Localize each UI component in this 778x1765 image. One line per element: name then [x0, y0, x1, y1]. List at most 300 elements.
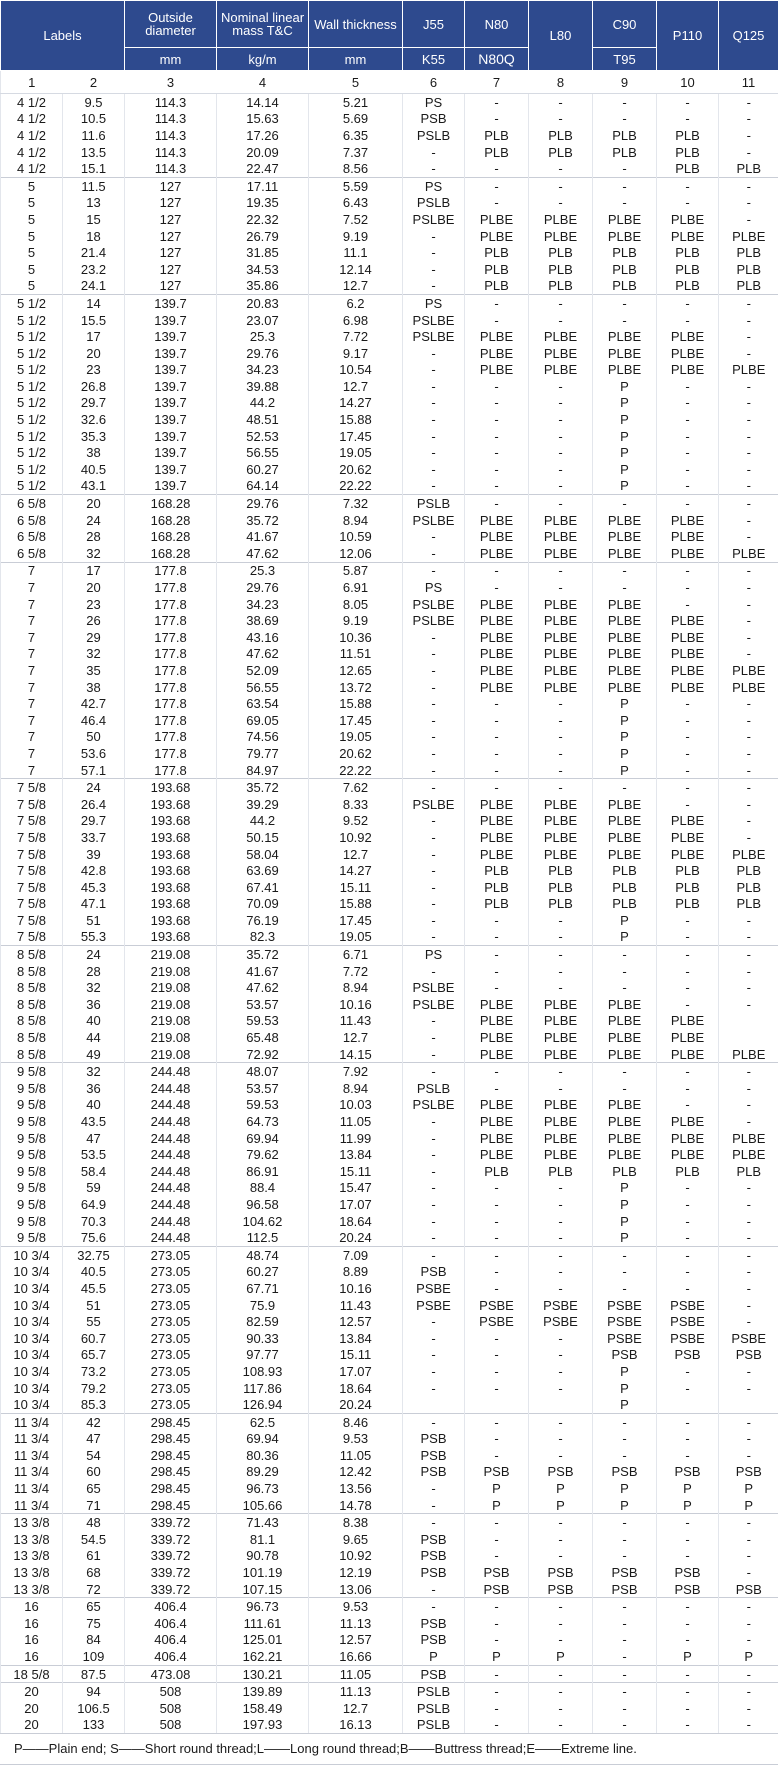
- table-cell: 55: [63, 1313, 125, 1330]
- column-number: 2: [63, 71, 125, 94]
- table-cell: -: [465, 1717, 529, 1734]
- table-cell: 20: [63, 579, 125, 596]
- table-cell: 84: [63, 1632, 125, 1649]
- table-row: [1, 896, 778, 913]
- table-cell: -: [657, 1665, 719, 1683]
- table-cell: -: [529, 495, 593, 512]
- table-cell: 7: [1, 662, 63, 679]
- table-cell: 20.62: [309, 745, 403, 762]
- table-cell: PLBE: [719, 545, 778, 562]
- table-row: [1, 629, 778, 646]
- table-cell: 54: [63, 1447, 125, 1464]
- table-cell: 7.72: [309, 963, 403, 980]
- n80-header: N80: [465, 1, 529, 48]
- table-cell: PLBE: [465, 228, 529, 245]
- column-number: 6: [403, 71, 465, 94]
- table-cell: -: [657, 1447, 719, 1464]
- table-row: [1, 111, 778, 128]
- table-cell: 40: [63, 1013, 125, 1030]
- table-cell: -: [403, 345, 465, 362]
- table-cell: -: [719, 177, 778, 194]
- table-cell: P: [593, 1180, 657, 1197]
- table-cell: -: [403, 1046, 465, 1063]
- table-cell: -: [403, 629, 465, 646]
- table-cell: PSBE: [465, 1297, 529, 1314]
- table-cell: PLBE: [529, 813, 593, 830]
- table-cell: 339.72: [125, 1531, 217, 1548]
- table-cell: -: [529, 1665, 593, 1683]
- table-cell: PLBE: [465, 528, 529, 545]
- table-row: [1, 428, 778, 445]
- table-cell: 6 5/8: [1, 528, 63, 545]
- table-cell: PLBE: [593, 612, 657, 629]
- table-cell: PLB: [529, 1163, 593, 1180]
- table-cell: -: [465, 946, 529, 963]
- table-cell: -: [465, 295, 529, 312]
- table-cell: 17.45: [309, 712, 403, 729]
- table-cell: 61: [63, 1548, 125, 1565]
- table-cell: -: [719, 1213, 778, 1230]
- table-row: [1, 862, 778, 879]
- table-cell: 298.45: [125, 1447, 217, 1464]
- table-cell: -: [529, 946, 593, 963]
- table-cell: 9 5/8: [1, 1213, 63, 1230]
- table-cell: -: [719, 444, 778, 461]
- table-cell: 11.05: [309, 1113, 403, 1130]
- table-cell: -: [465, 177, 529, 194]
- table-cell: 4 1/2: [1, 160, 63, 177]
- table-row: [1, 1229, 778, 1246]
- table-cell: P: [593, 395, 657, 412]
- table-row: [1, 312, 778, 329]
- table-cell: PSBE: [529, 1313, 593, 1330]
- table-cell: PLB: [657, 244, 719, 261]
- table-cell: 18 5/8: [1, 1665, 63, 1683]
- table-row: [1, 1648, 778, 1665]
- table-cell: -: [657, 312, 719, 329]
- table-cell: -: [403, 1514, 465, 1531]
- table-cell: -: [593, 295, 657, 312]
- table-cell: PSLBE: [403, 1097, 465, 1114]
- table-cell: 244.48: [125, 1097, 217, 1114]
- table-cell: PLBE: [465, 646, 529, 663]
- table-cell: 9 5/8: [1, 1163, 63, 1180]
- table-cell: 139.7: [125, 411, 217, 428]
- table-cell: -: [403, 1163, 465, 1180]
- table-cell: 139.7: [125, 461, 217, 478]
- table-cell: -: [403, 929, 465, 946]
- table-cell: [465, 1396, 529, 1413]
- table-cell: 273.05: [125, 1330, 217, 1347]
- table-cell: 7 5/8: [1, 796, 63, 813]
- table-cell: -: [657, 596, 719, 613]
- table-cell: -: [719, 796, 778, 813]
- wall-thickness-header: Wall thickness: [309, 1, 403, 48]
- table-cell: -: [403, 1598, 465, 1615]
- table-cell: 6 5/8: [1, 512, 63, 529]
- table-cell: 11 3/4: [1, 1431, 63, 1448]
- table-cell: -: [529, 729, 593, 746]
- table-cell: 10 3/4: [1, 1330, 63, 1347]
- table-cell: 22.22: [309, 478, 403, 495]
- table-cell: 17: [63, 328, 125, 345]
- table-cell: 42.7: [63, 695, 125, 712]
- table-cell: PLBE: [529, 646, 593, 663]
- column-number: 4: [217, 71, 309, 94]
- table-cell: 81.1: [217, 1531, 309, 1548]
- table-cell: PLB: [529, 896, 593, 913]
- table-cell: -: [465, 478, 529, 495]
- table-cell: -: [529, 94, 593, 111]
- table-cell: -: [657, 1531, 719, 1548]
- table-cell: -: [529, 1447, 593, 1464]
- table-cell: -: [465, 1548, 529, 1565]
- table-row: [1, 662, 778, 679]
- table-cell: 244.48: [125, 1163, 217, 1180]
- l80-header: L80: [529, 1, 593, 71]
- table-cell: P: [465, 1497, 529, 1514]
- table-cell: PLBE: [465, 362, 529, 379]
- table-cell: -: [719, 127, 778, 144]
- table-cell: PLB: [657, 160, 719, 177]
- table-cell: 11 3/4: [1, 1480, 63, 1497]
- table-cell: 8.05: [309, 596, 403, 613]
- table-cell: 7 5/8: [1, 896, 63, 913]
- table-row: [1, 1396, 778, 1413]
- table-cell: 73.2: [63, 1363, 125, 1380]
- table-cell: PLBE: [657, 646, 719, 663]
- table-cell: 5 1/2: [1, 345, 63, 362]
- table-cell: 15.1: [63, 160, 125, 177]
- table-cell: 177.8: [125, 695, 217, 712]
- table-cell: -: [529, 1229, 593, 1246]
- table-cell: 7: [1, 579, 63, 596]
- table-cell: -: [529, 312, 593, 329]
- table-cell: 8.33: [309, 796, 403, 813]
- table-cell: 7.52: [309, 211, 403, 228]
- table-cell: 20: [63, 345, 125, 362]
- table-cell: 7 5/8: [1, 862, 63, 879]
- table-cell: PSBE: [657, 1330, 719, 1347]
- table-cell: -: [593, 111, 657, 128]
- table-cell: -: [529, 1347, 593, 1364]
- table-cell: -: [719, 929, 778, 946]
- table-cell: 10.5: [63, 111, 125, 128]
- table-cell: 105.66: [217, 1497, 309, 1514]
- table-cell: -: [403, 1313, 465, 1330]
- table-cell: PLB: [657, 896, 719, 913]
- table-cell: 13.56: [309, 1480, 403, 1497]
- table-cell: PSLBE: [403, 211, 465, 228]
- table-cell: -: [465, 712, 529, 729]
- table-cell: 60.27: [217, 461, 309, 478]
- table-cell: -: [465, 1632, 529, 1649]
- table-cell: -: [529, 478, 593, 495]
- table-cell: 16: [1, 1598, 63, 1615]
- table-cell: 139.7: [125, 378, 217, 395]
- table-cell: 193.68: [125, 879, 217, 896]
- table-row: [1, 261, 778, 278]
- table-cell: 16.13: [309, 1717, 403, 1734]
- table-cell: 10.59: [309, 528, 403, 545]
- table-cell: 53.6: [63, 745, 125, 762]
- table-cell: PLBE: [657, 1146, 719, 1163]
- table-cell: -: [719, 1180, 778, 1197]
- table-cell: -: [593, 1648, 657, 1665]
- table-cell: 17: [63, 562, 125, 579]
- table-cell: -: [593, 562, 657, 579]
- unit-mm-header: mm: [125, 48, 217, 71]
- table-cell: 8 5/8: [1, 996, 63, 1013]
- table-cell: 4 1/2: [1, 111, 63, 128]
- table-cell: 5: [1, 228, 63, 245]
- table-cell: 197.93: [217, 1717, 309, 1734]
- table-row: [1, 979, 778, 996]
- table-cell: -: [465, 94, 529, 111]
- table-cell: PLBE: [465, 813, 529, 830]
- table-cell: 6.2: [309, 295, 403, 312]
- table-cell: 44: [63, 1029, 125, 1046]
- table-cell: PLBE: [465, 1013, 529, 1030]
- table-cell: -: [465, 428, 529, 445]
- table-cell: 17.45: [309, 428, 403, 445]
- table-cell: -: [719, 1280, 778, 1297]
- table-cell: -: [403, 1196, 465, 1213]
- table-cell: 114.3: [125, 144, 217, 161]
- table-cell: 7 5/8: [1, 912, 63, 929]
- table-cell: PLB: [593, 144, 657, 161]
- table-cell: PSB: [529, 1464, 593, 1481]
- table-cell: 17.26: [217, 127, 309, 144]
- table-cell: PSLB: [403, 495, 465, 512]
- table-row: [1, 829, 778, 846]
- table-cell: 5 1/2: [1, 478, 63, 495]
- table-cell: 22.47: [217, 160, 309, 177]
- table-row: [1, 1113, 778, 1130]
- table-cell: PLBE: [657, 1046, 719, 1063]
- column-number: 9: [593, 71, 657, 94]
- table-cell: PLBE: [593, 211, 657, 228]
- table-cell: 21.4: [63, 244, 125, 261]
- table-row: [1, 1363, 778, 1380]
- table-cell: -: [657, 1413, 719, 1430]
- k55-header: K55: [403, 48, 465, 71]
- table-cell: 64.14: [217, 478, 309, 495]
- table-cell: PLBE: [465, 629, 529, 646]
- table-cell: P: [593, 1196, 657, 1213]
- table-cell: 11 3/4: [1, 1447, 63, 1464]
- table-cell: PLBE: [657, 1013, 719, 1030]
- table-cell: 508: [125, 1683, 217, 1700]
- table-cell: PSBE: [657, 1297, 719, 1314]
- table-cell: 58.04: [217, 846, 309, 863]
- table-cell: 26.79: [217, 228, 309, 245]
- table-row: [1, 946, 778, 963]
- table-row: [1, 1313, 778, 1330]
- table-cell: -: [593, 1700, 657, 1717]
- table-cell: 24: [63, 779, 125, 796]
- table-cell: -: [719, 1514, 778, 1531]
- table-cell: 14.15: [309, 1046, 403, 1063]
- table-cell: 11.51: [309, 646, 403, 663]
- table-cell: 8.94: [309, 979, 403, 996]
- table-cell: PSLBE: [403, 979, 465, 996]
- table-cell: PLBE: [593, 528, 657, 545]
- table-cell: -: [529, 411, 593, 428]
- table-cell: PLBE: [465, 596, 529, 613]
- table-row: [1, 195, 778, 212]
- table-cell: PLBE: [593, 596, 657, 613]
- table-cell: 19.05: [309, 444, 403, 461]
- table-cell: PLBE: [593, 345, 657, 362]
- table-cell: -: [465, 1330, 529, 1347]
- table-cell: -: [719, 612, 778, 629]
- table-cell: PLBE: [529, 211, 593, 228]
- table-cell: 79.2: [63, 1380, 125, 1397]
- table-cell: -: [719, 1380, 778, 1397]
- table-row: [1, 846, 778, 863]
- table-cell: 273.05: [125, 1347, 217, 1364]
- table-cell: 67.71: [217, 1280, 309, 1297]
- table-cell: PLBE: [657, 528, 719, 545]
- table-cell: 79.77: [217, 745, 309, 762]
- table-cell: 177.8: [125, 712, 217, 729]
- table-cell: 127: [125, 177, 217, 194]
- table-cell: -: [657, 177, 719, 194]
- table-row: [1, 94, 778, 111]
- table-cell: -: [529, 1080, 593, 1097]
- table-cell: 11.05: [309, 1447, 403, 1464]
- table-cell: -: [403, 662, 465, 679]
- table-cell: 23: [63, 362, 125, 379]
- table-cell: 177.8: [125, 596, 217, 613]
- table-cell: 36: [63, 1080, 125, 1097]
- table-cell: 139.7: [125, 345, 217, 362]
- table-cell: 7.32: [309, 495, 403, 512]
- table-cell: PLB: [719, 244, 778, 261]
- table-cell: 127: [125, 228, 217, 245]
- table-cell: 20.09: [217, 144, 309, 161]
- table-cell: 339.72: [125, 1581, 217, 1598]
- table-cell: -: [403, 378, 465, 395]
- table-cell: 49: [63, 1046, 125, 1063]
- column-number: 10: [657, 71, 719, 94]
- table-cell: -: [719, 1615, 778, 1632]
- table-cell: 7: [1, 679, 63, 696]
- table-cell: PSLB: [403, 1717, 465, 1734]
- table-cell: -: [593, 195, 657, 212]
- table-cell: -: [657, 1431, 719, 1448]
- table-row: [1, 1213, 778, 1230]
- table-cell: -: [719, 1665, 778, 1683]
- table-cell: -: [403, 1330, 465, 1347]
- table-cell: PLBE: [465, 846, 529, 863]
- table-cell: -: [403, 144, 465, 161]
- table-cell: -: [719, 411, 778, 428]
- table-cell: 38.69: [217, 612, 309, 629]
- table-cell: -: [719, 1097, 778, 1114]
- table-cell: 14.78: [309, 1497, 403, 1514]
- table-cell: -: [465, 1080, 529, 1097]
- table-row: [1, 1180, 778, 1197]
- table-cell: 10 3/4: [1, 1280, 63, 1297]
- table-cell: [719, 1396, 778, 1413]
- table-cell: -: [719, 295, 778, 312]
- table-cell: 36: [63, 996, 125, 1013]
- table-cell: -: [657, 94, 719, 111]
- table-cell: 13.84: [309, 1330, 403, 1347]
- table-cell: -: [593, 1665, 657, 1683]
- table-cell: -: [593, 1548, 657, 1565]
- table-cell: -: [529, 695, 593, 712]
- table-cell: 177.8: [125, 762, 217, 779]
- table-cell: P: [593, 461, 657, 478]
- table-cell: P: [465, 1648, 529, 1665]
- table-row: [1, 1717, 778, 1734]
- table-row: [1, 512, 778, 529]
- table-cell: -: [403, 762, 465, 779]
- table-cell: 40: [63, 1097, 125, 1114]
- table-cell: 13 3/8: [1, 1548, 63, 1565]
- table-cell: -: [403, 461, 465, 478]
- table-cell: -: [657, 779, 719, 796]
- table-cell: 9.19: [309, 228, 403, 245]
- table-cell: PLBE: [657, 211, 719, 228]
- table-cell: PLBE: [657, 679, 719, 696]
- table-cell: PLB: [465, 144, 529, 161]
- table-cell: 69.94: [217, 1431, 309, 1448]
- table-cell: -: [465, 160, 529, 177]
- table-cell: P: [719, 1648, 778, 1665]
- table-cell: 114.3: [125, 94, 217, 111]
- table-cell: 29.76: [217, 345, 309, 362]
- table-cell: 53.57: [217, 996, 309, 1013]
- table-cell: 10 3/4: [1, 1363, 63, 1380]
- table-cell: -: [403, 160, 465, 177]
- table-cell: PLB: [719, 879, 778, 896]
- table-cell: 9.52: [309, 813, 403, 830]
- table-cell: 7 5/8: [1, 779, 63, 796]
- table-cell: PLB: [529, 127, 593, 144]
- table-cell: -: [719, 111, 778, 128]
- table-cell: -: [529, 1514, 593, 1531]
- table-cell: 7.92: [309, 1063, 403, 1080]
- table-cell: PLBE: [465, 1130, 529, 1147]
- table-cell: PLBE: [593, 1130, 657, 1147]
- table-cell: -: [719, 1080, 778, 1097]
- table-cell: -: [657, 1246, 719, 1263]
- table-cell: -: [403, 1130, 465, 1147]
- table-cell: -: [403, 862, 465, 879]
- table-cell: 14.27: [309, 395, 403, 412]
- table-cell: 5 1/2: [1, 378, 63, 395]
- table-cell: -: [593, 1514, 657, 1531]
- table-cell: PLBE: [719, 662, 778, 679]
- table-cell: 139.7: [125, 362, 217, 379]
- table-cell: -: [529, 1717, 593, 1734]
- table-cell: 339.72: [125, 1548, 217, 1565]
- table-cell: -: [529, 461, 593, 478]
- table-cell: PSB: [403, 1665, 465, 1683]
- table-cell: 39: [63, 846, 125, 863]
- table-cell: -: [719, 428, 778, 445]
- table-cell: PSB: [403, 1264, 465, 1281]
- column-number: 11: [719, 71, 778, 94]
- table-body: [1, 71, 778, 1734]
- table-cell: PLBE: [529, 512, 593, 529]
- table-cell: -: [529, 1246, 593, 1263]
- table-cell: -: [529, 177, 593, 194]
